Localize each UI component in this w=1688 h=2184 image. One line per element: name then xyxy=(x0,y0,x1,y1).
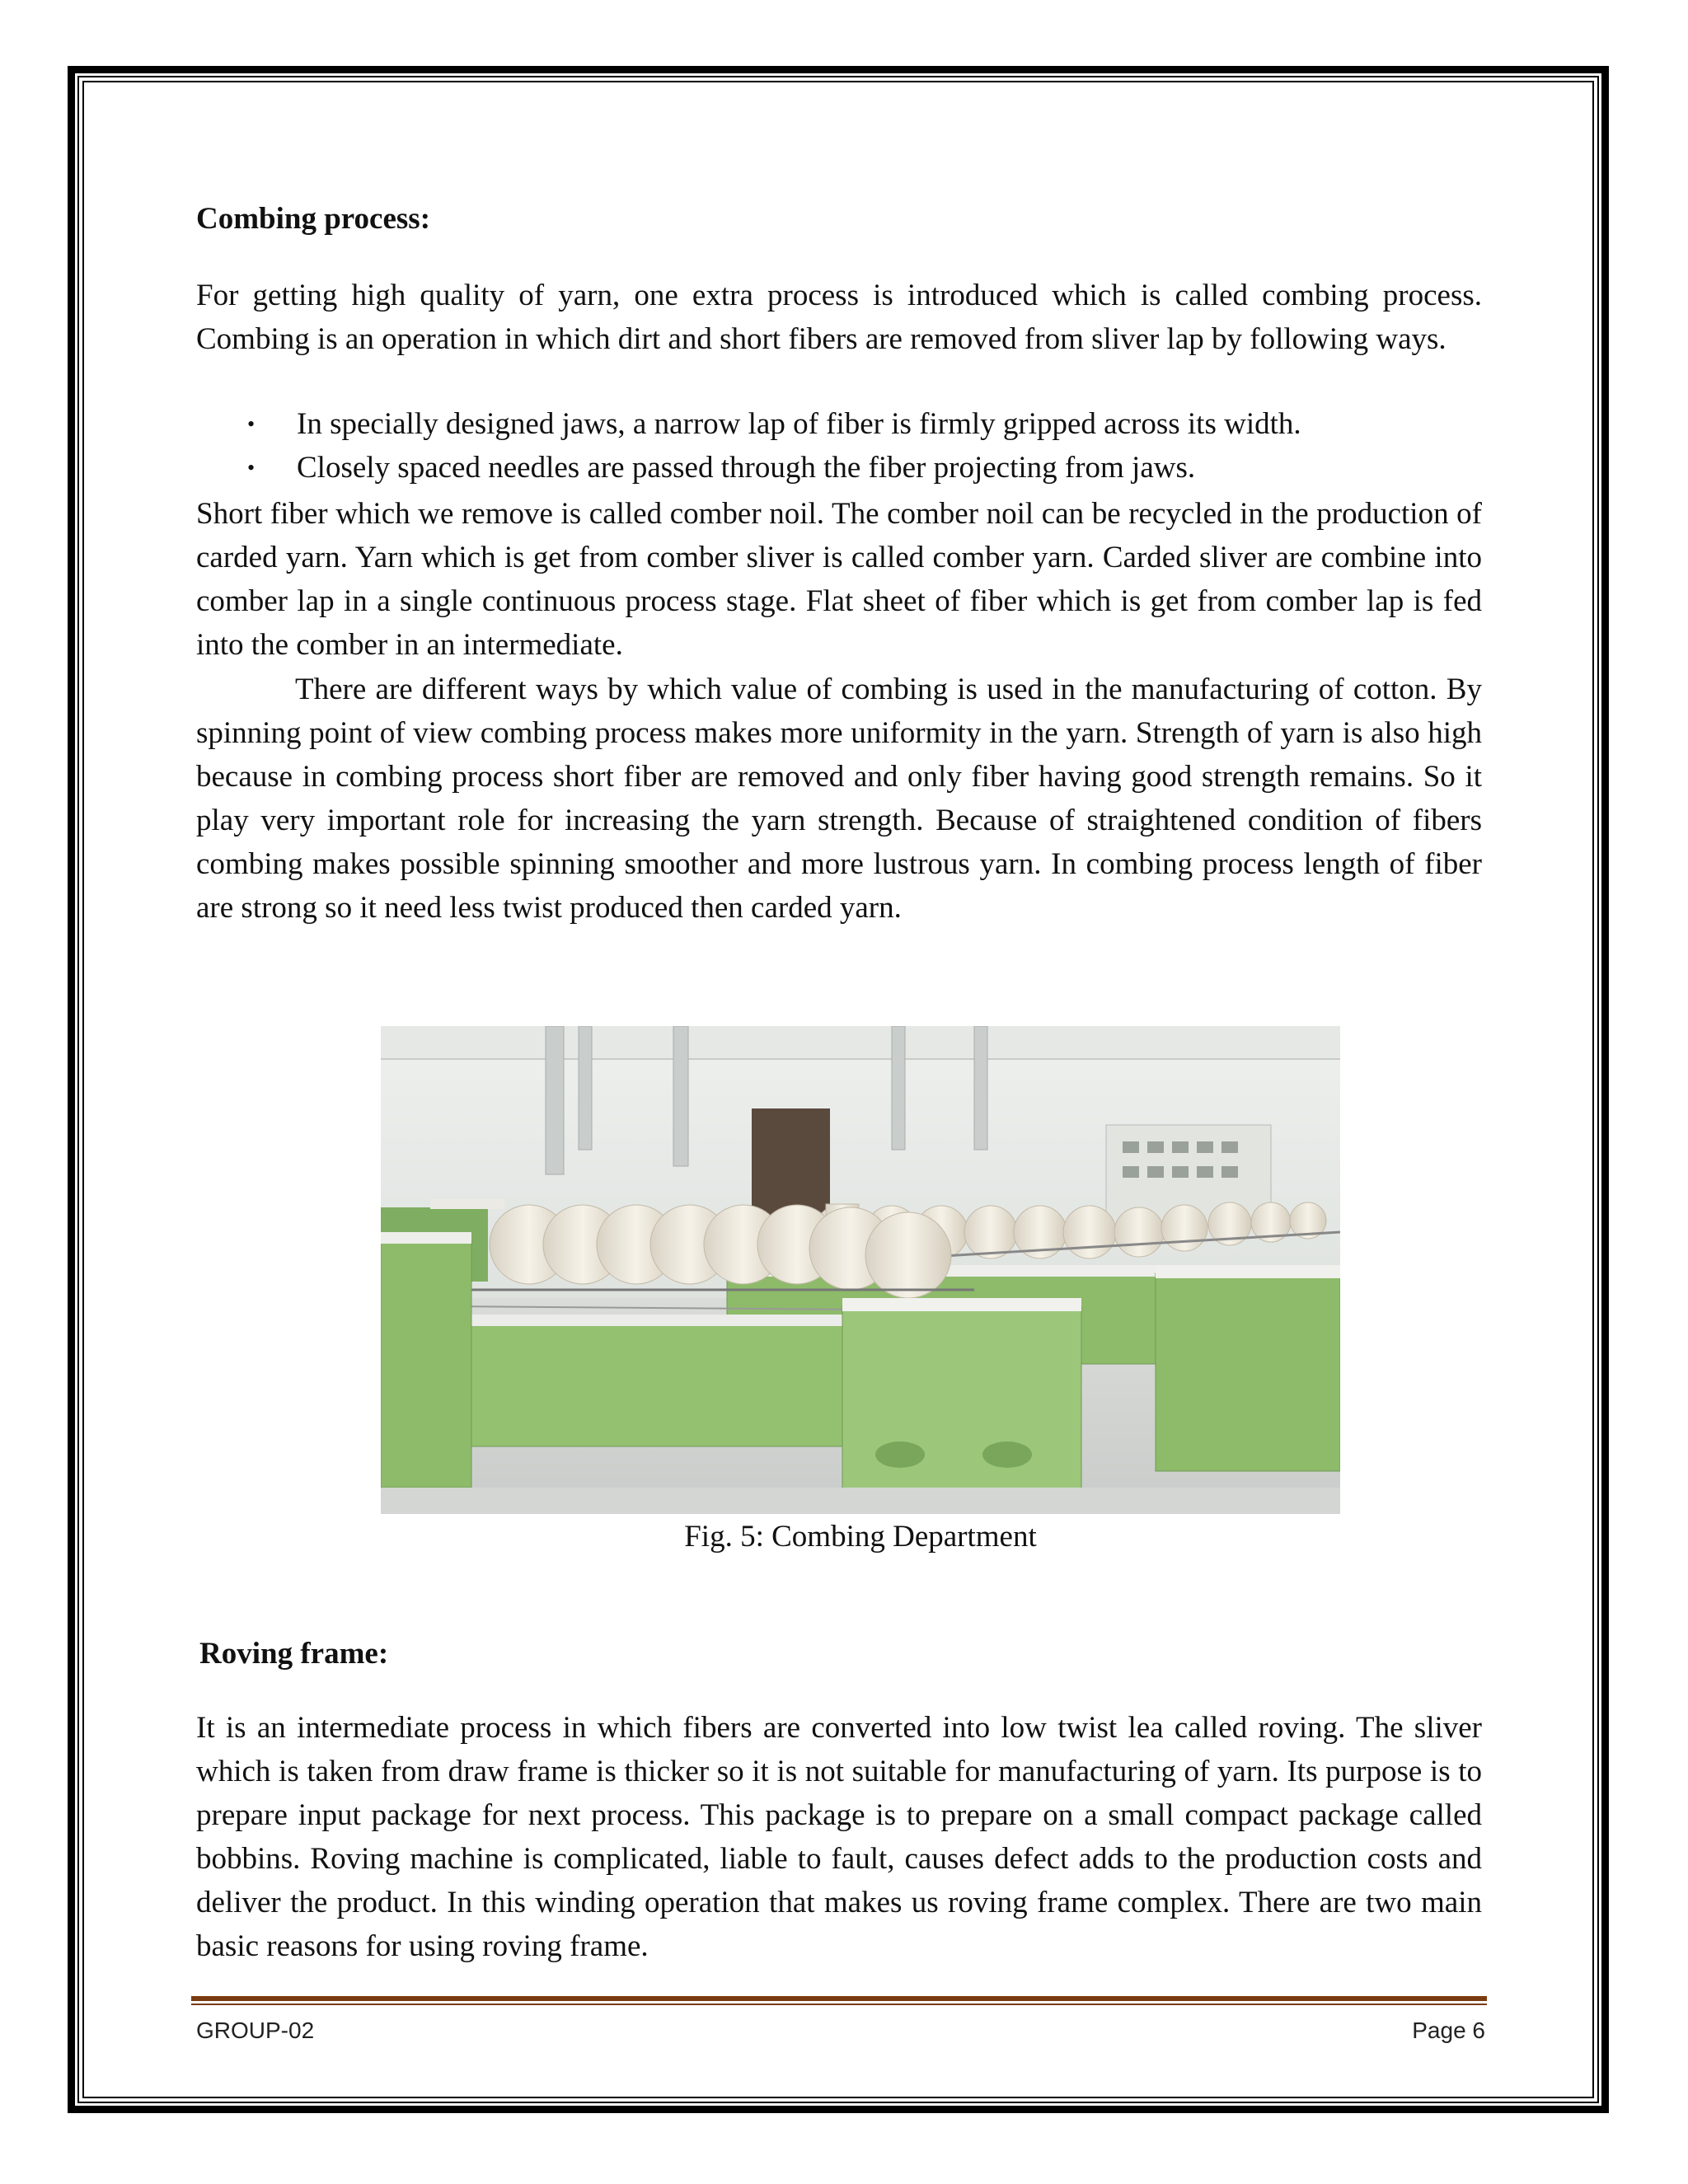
bullet-icon: • xyxy=(247,412,256,436)
combing-process-heading: Combing process: xyxy=(196,202,431,236)
list-item xyxy=(247,446,1484,490)
figure-caption: Fig. 5: Combing Department xyxy=(684,1520,1037,1554)
roving-frame-heading: Roving frame: xyxy=(199,1637,389,1671)
footer-group-label: GROUP-02 xyxy=(196,2018,315,2043)
bullet-icon: • xyxy=(247,456,256,480)
footer-rule-thin xyxy=(191,2004,1487,2005)
bullet-text: Closely spaced needles are passed through the fiber projecting from jaws. xyxy=(297,451,1196,485)
combing-bullet-list xyxy=(247,402,1484,490)
footer-page-number: Page 6 xyxy=(1412,2018,1485,2043)
combing-paragraph-1: For getting high quality of yarn, one extra process is introduced which is called combing process. Combing is an operation in which dirt and short fibers are removed from sliver lap by following ways. xyxy=(196,279,1482,356)
combing-paragraph-2: Short fiber which we remove is called comber noil. The comber noil can be recycled in the production of carded yarn. Yarn which is get from comber sliver is called comber yarn. Carded sliver are combine into comber lap in a single continuous process stage. Flat sheet of fiber which is get from comber lap is fed into the comber in an intermediate. xyxy=(196,497,1482,662)
roving-paragraph-1: It is an intermediate process in which fibers are converted into low twist lea called roving. The sliver which is taken from draw frame is thicker so it is not suitable for manufacturing of yarn. Its purpose is to prepare input package for next process. This package is to prepare on a small compact package called bobbins. Roving machine is complicated, liable to fault, causes defect adds to the production costs and deliver the product. In this winding operation that makes us roving frame complex. There are two main basic reasons for using roving frame. xyxy=(196,1711,1482,1963)
combing-department-photo xyxy=(381,1026,1340,1514)
list-item xyxy=(247,402,1484,446)
bullet-text: In specially designed jaws, a narrow lap of fiber is firmly gripped across its width. xyxy=(297,407,1301,441)
combing-paragraph-3: There are different ways by which value of combing is used in the manufacturing of cotton. By spinning point of view combing process makes more uniformity in the yarn. Strength of yarn is also high because in combing process short fiber are removed and only fiber having good strength remains. So it play very important role for increasing the yarn strength. Because of straightened condition of fibers combing makes possible spinning smoother and more lustrous yarn. In combing process length of fiber are strong so it need less twist produced then carded yarn. xyxy=(196,673,1482,925)
footer-rule-thick xyxy=(191,1996,1487,2001)
